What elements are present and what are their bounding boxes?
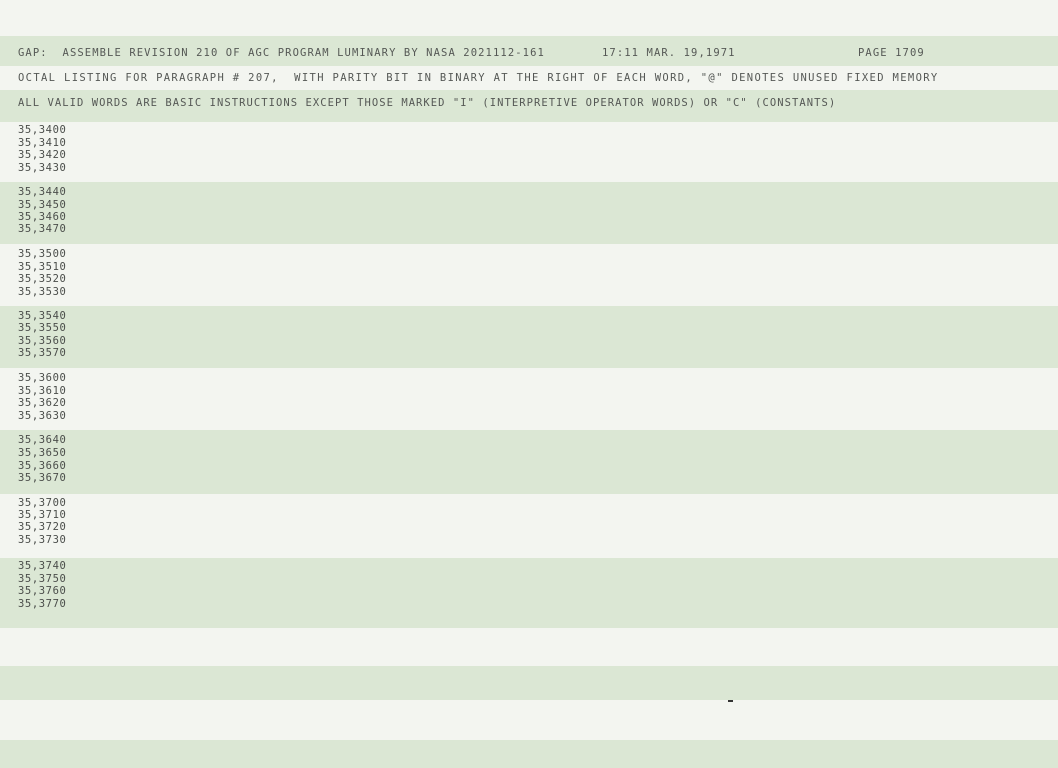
row-address: 35,3710 bbox=[18, 509, 67, 521]
row-address: 35,3750 bbox=[18, 573, 67, 585]
row-address: 35,3610 bbox=[18, 385, 67, 397]
row-address: 35,3760 bbox=[18, 585, 67, 597]
row-address: 35,3720 bbox=[18, 521, 67, 533]
row-address: 35,3540 bbox=[18, 310, 67, 322]
row-address: 35,3600 bbox=[18, 372, 67, 384]
row-address: 35,3670 bbox=[18, 472, 67, 484]
row-address: 35,3500 bbox=[18, 248, 67, 260]
listing-subtitle: OCTAL LISTING FOR PARAGRAPH # 207, WITH PARITY BIT IN BINARY AT THE RIGHT OF EACH WORD, "@" DENOTES UNUSED FIXED MEMORY bbox=[18, 72, 939, 84]
row-address: 35,3470 bbox=[18, 223, 67, 235]
row-address: 35,3410 bbox=[18, 137, 67, 149]
row-address: 35,3520 bbox=[18, 273, 67, 285]
row-address: 35,3450 bbox=[18, 199, 67, 211]
row-address: 35,3700 bbox=[18, 497, 67, 509]
row-address: 35,3730 bbox=[18, 534, 67, 546]
ink-mark bbox=[728, 700, 733, 702]
row-address: 35,3740 bbox=[18, 560, 67, 572]
row-address: 35,3440 bbox=[18, 186, 67, 198]
row-address: 35,3510 bbox=[18, 261, 67, 273]
listing-legend: ALL VALID WORDS ARE BASIC INSTRUCTIONS EXCEPT THOSE MARKED "I" (INTERPRETIVE OPERATOR WORDS) OR "C" (CONSTANTS) bbox=[18, 97, 837, 109]
row-address: 35,3530 bbox=[18, 286, 67, 298]
row-address: 35,3430 bbox=[18, 162, 67, 174]
row-address: 35,3640 bbox=[18, 434, 67, 446]
row-address: 35,3560 bbox=[18, 335, 67, 347]
listing-timestamp: 17:11 MAR. 19,1971 bbox=[602, 47, 736, 59]
row-address: 35,3770 bbox=[18, 598, 67, 610]
page-number: PAGE 1709 bbox=[858, 47, 925, 59]
row-address: 35,3620 bbox=[18, 397, 67, 409]
row-address: 35,3550 bbox=[18, 322, 67, 334]
row-address: 35,3660 bbox=[18, 460, 67, 472]
row-address: 35,3630 bbox=[18, 410, 67, 422]
listing-title: GAP: ASSEMBLE REVISION 210 OF AGC PROGRAM LUMINARY BY NASA 2021112-161 bbox=[18, 47, 545, 59]
row-address: 35,3650 bbox=[18, 447, 67, 459]
row-address: 35,3570 bbox=[18, 347, 67, 359]
row-address: 35,3460 bbox=[18, 211, 67, 223]
row-address: 35,3420 bbox=[18, 149, 67, 161]
row-address: 35,3400 bbox=[18, 124, 67, 136]
